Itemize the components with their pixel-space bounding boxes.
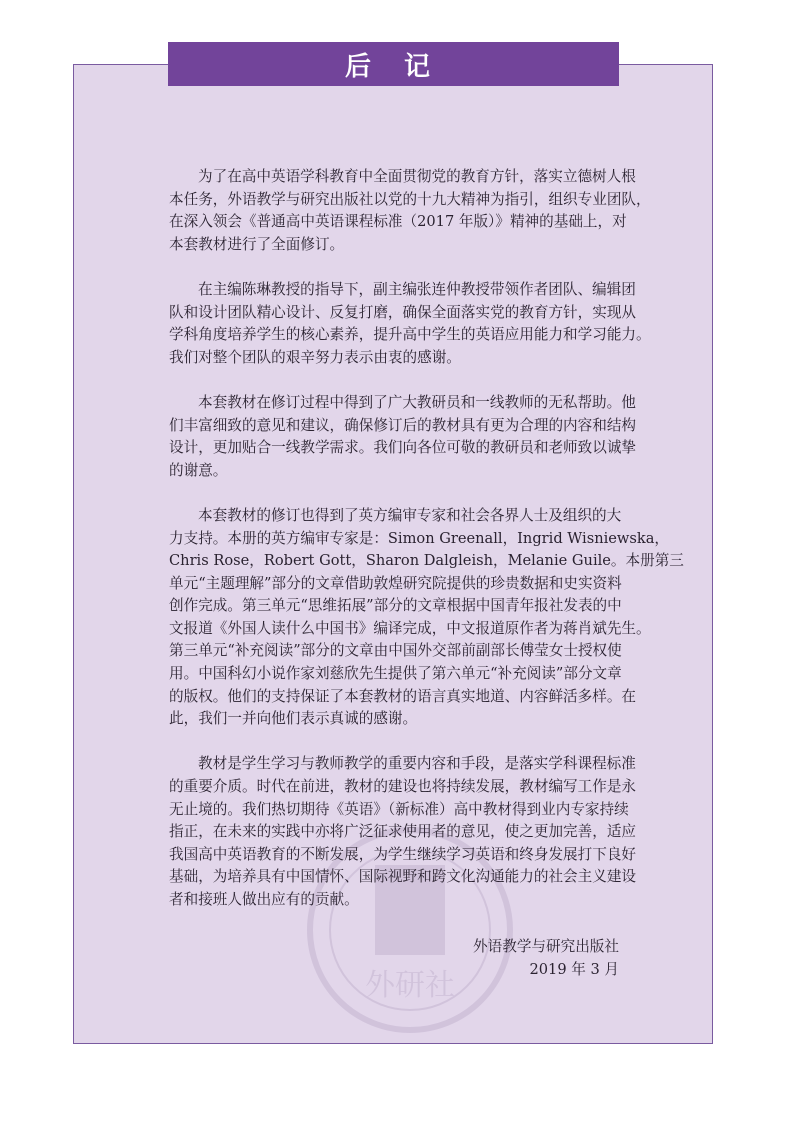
page-title: 后 记	[168, 42, 619, 86]
signature	[473, 936, 619, 981]
paragraph-line: 基础，为培养具有中国情怀、国际视野和跨文化沟通能力的社会主义建设	[169, 868, 637, 886]
paragraph-line: 学科角度培养学生的核心素养，提升高中学生的英语应用能力和学习能力。	[169, 326, 651, 344]
paragraph-line: 为了在高中英语学科教育中全面贯彻党的教育方针，落实立德树人根	[198, 168, 636, 185]
paragraph-line: 创作完成。第三单元“思维拓展”部分的文章根据中国青年报社发表的中	[169, 597, 622, 615]
paragraph-line: 在深入领会《普通高中英语课程标准（2017 年版）》精神的基础上，对	[169, 213, 627, 231]
paragraph-line: 单元“主题理解”部分的文章借助敦煌研究院提供的珍贵数据和史实资料	[169, 574, 622, 592]
paragraph-line: 本套教材的修订也得到了英方编审专家和社会各界人士及组织的大	[198, 506, 622, 524]
paragraph-line: 者和接班人做出应有的贡献。	[169, 891, 359, 908]
paragraph-line: 队和设计团队精心设计、反复打磨，确保全面落实党的教育方针，实现从	[169, 303, 637, 321]
paragraph	[169, 166, 651, 256]
paragraph-line: 本任务，外语教学与研究出版社以党的十九大精神为指引，组织专业团队，	[169, 190, 651, 208]
paragraph-line: 此，我们一并向他们表示真诚的感谢。	[169, 710, 418, 728]
paragraph-line: Chris Rose，Robert Gott，Sharon Dalgleish，Melanie Guile。本册第三	[169, 552, 684, 570]
signature-date: 2019 年 3 月	[529, 960, 619, 978]
paragraph-line: 设计，更加贴合一线教学需求。我们向各位可敬的教研员和老师致以诚挚	[169, 439, 637, 457]
paragraph-line: 的谢意。	[169, 461, 228, 479]
publisher-name: 外语教学与研究出版社	[473, 938, 619, 955]
paragraph-line: 本套教材在修订过程中得到了广大教研员和一线教师的无私帮助。他	[198, 393, 636, 411]
paragraph-line: 无止境的。我们热切期待《英语》（新标准）高中教材得到业内专家持续	[169, 800, 629, 818]
paragraph	[169, 392, 637, 482]
paragraph-line: 们丰富细致的意见和建议，确保修订后的教材具有更为合理的内容和结构	[169, 416, 637, 434]
paragraph	[169, 279, 651, 369]
paragraph-line: 我国高中英语教育的不断发展，为学生继续学习英语和终身发展打下良好	[169, 845, 637, 863]
paragraph	[169, 753, 637, 911]
paragraph-line: 指正，在未来的实践中亦将广泛征求使用者的意见，使之更加完善，适应	[169, 823, 637, 841]
svg-text:外研社: 外研社	[365, 968, 455, 1003]
paragraph-line: 在主编陈琳教授的指导下，副主编张连仲教授带领作者团队、编辑团	[198, 280, 636, 298]
paragraph-line: 本套教材进行了全面修订。	[169, 235, 345, 253]
paragraph-line: 文报道《外国人读什么中国书》编译完成，中文报道原作者为蒋肖斌先生。	[169, 619, 651, 637]
paragraph-line: 的重要介质。时代在前进，教材的建设也将持续发展，教材编写工作是永	[169, 778, 637, 796]
paragraph	[169, 505, 684, 731]
afterword-body	[169, 166, 684, 934]
paragraph-line: 教材是学生学习与教师教学的重要内容和手段，是落实学科课程标准	[198, 755, 636, 773]
paragraph-line: 第三单元“补充阅读”部分的文章由中国外交部前副部长傅莹女士授权使	[169, 642, 622, 660]
paragraph-line: 我们对整个团队的艰辛努力表示由衷的感谢。	[169, 348, 461, 366]
paragraph-line: 的版权。他们的支持保证了本套教材的语言真实地道、内容鲜活多样。在	[169, 687, 637, 705]
paragraph-line: 力支持。本册的英方编审专家是：Simon Greenall，Ingrid Wisniewska，	[169, 529, 670, 547]
paragraph-line: 用。中国科幻小说作家刘慈欣先生提供了第六单元“补充阅读”部分文章	[169, 665, 622, 683]
